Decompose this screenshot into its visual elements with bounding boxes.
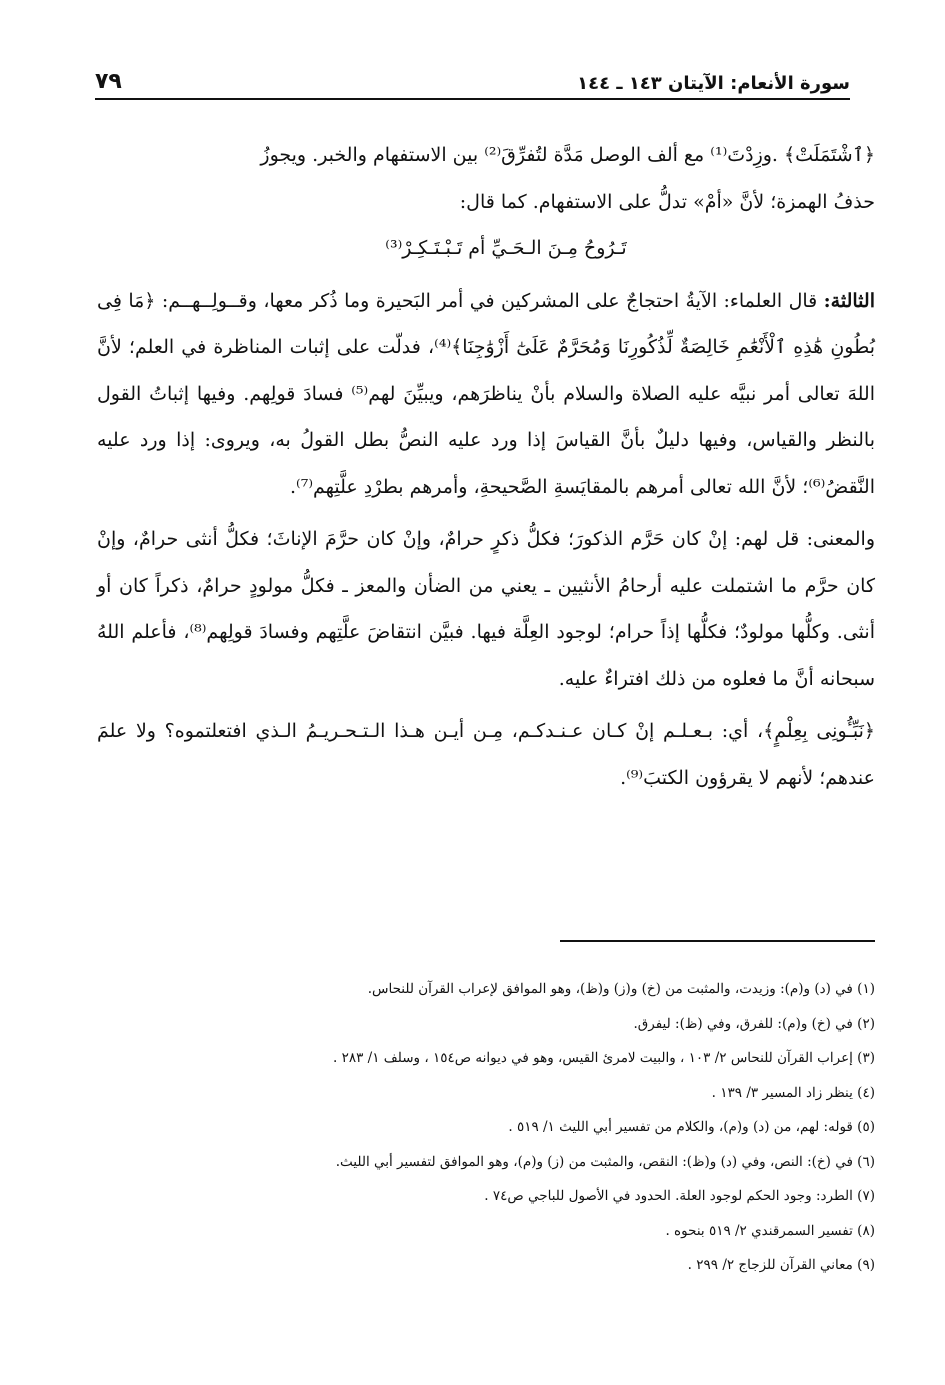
footnote-8: (٨) تفسير السمرقندي ٢/ ٥١٩ بنحوه . [665,1222,875,1239]
running-title: سورة الأنعام: الآيتان ١٤٣ ـ ١٤٤ [577,73,850,94]
paragraph-third-text: قال العلماء: الآيةُ احتجاجٌ على المشركين في أمر البَحيرة وما ذُكر معها، وقــولِــهــم: ﴿مَا فِى بُطُونِ هَٰذِهِ ٱلْأَنْعَٰمِ خَالِصَةٌ لِّذُكُورِنَا وَمُحَرَّمٌ عَلَىٰٓ أَزْوَٰجِنَا﴾⁽⁴⁾، فدلّت على إثبات المناظرة في العلم؛ لأنَّ اللهَ تعالى أمر نبيَّه عليه الصلاة والسلام بأنْ يناظرَهم، ويبيِّنَ لهم⁽⁵⁾ فسادَ قولِهم. وفيها إثباتُ القول بالنظر والقياس، وفيها دليلٌ بأنَّ القياسَ إذا ورد عليه النصُّ بطل القولُ به، ويروى: إذا ورد عليه النَّقضُ⁽⁶⁾؛ لأنَّ الله تعالى أمرهم بالمقايَسةِ الصَّحيحةِ، وأمرهم بطرْدِ علَّتِهم⁽⁷⁾. [97,289,875,498]
page-number: ٧٩ [95,69,122,94]
footnote-6: (٦) في (خ): النص، وفي (د) و(ظ): النقص، والمثبت من (ز) و(م)، وهو الموافق لتفسير أبي الليث. [335,1153,875,1170]
footnote-4: (٤) ينظر زاد المسير ٣/ ١٣٩ . [711,1084,875,1101]
footnote-3: (٣) إعراب القرآن للنحاس ٢/ ١٠٣ ، والبيت لامرئ القيس، وهو في ديوانه ص١٥٤ ، وسلف ١/ ٢٨٣ . [333,1050,875,1066]
footnote-7: (٧) الطرد: وجود الحكم لوجود العلة. الحدود في الأصول للباجي ص٧٤ . [484,1188,875,1204]
footnotes [97,972,875,1283]
running-header [95,62,850,100]
paragraph-final: ﴿نَبِّـُٔونِى بِعِلْمٍ﴾، أي: بـعـلـم إنْ كـان عـنـدكـم، مِـن أيـن هـذا الـتـحـريـمُ الـذي افتعلتموه؟ ولا علمَ عندهم؛ لأنهم لا يقرؤون الكتبَ⁽⁹⁾. [97,720,875,789]
footnote-separator [560,940,875,942]
paragraph-1-line-2: حذفُ الهمزة؛ لأنَّ «أمْ» تدلُّ على الاستفهام. كما قال: [459,190,875,213]
footnote-9: (٩) معاني القرآن للزجاج ٢/ ٢٩٩ . [687,1257,875,1273]
paragraph-third [97,278,875,511]
footnote-1: (١) في (د) و(م): وزيدت، والمثبت من (خ) و(ز) و(ظ)، وهو الموافق لإعراب القرآن للنحاس. [367,981,875,997]
paragraph-1-line-1: ﴿ٱشْتَمَلَتْ﴾ .وزِدْتَ⁽¹⁾ مع ألف الوصل مَدَّة لتُفرِّقَ⁽²⁾ بين الاستفهام والخبر. ويجوزُ [260,144,875,166]
paragraph-lead: الثالثة: [823,289,875,312]
footnote-2: (٢) في (خ) و(م): للفرق، وفي (ظ): ليفرق. [633,1015,875,1032]
main-text [97,132,875,801]
poetry-verse [97,225,875,272]
verse-text: تَـرُوحُ مِـنَ الـحَـيِّ أم تَـبْـتَـكِـرْ⁽³⁾ [385,237,627,259]
footnote-5: (٥) قوله: لهم، من (د) و(م)، والكلام من تفسير أبي الليث ١/ ٥١٩ . [508,1119,875,1135]
paragraph-meaning: والمعنى: قل لهم: إنْ كان حَرَّم الذكورَ؛ فكلُّ ذكرٍ حرامٌ، وإنْ كان حرَّمَ الإناثَ؛ فكلُّ أنثى حرامٌ، وإنْ كان حرَّم ما اشتملت عليه أرحامُ الأنثيين ـ يعني من الضأن والمعز ـ فكلُّ مولودٍ حرامٌ، ذكراً كان أو أنثى. وكلُّها مولودٌ؛ فكلُّها إذاً حرام؛ لوجود العِلَّة فيها. فبيَّن انتقاضَ علَّتِهم وفسادَ قولِهم⁽⁸⁾، فأعلم اللهُ سبحانه أنَّ ما فعلوه من ذلك افتراءٌ عليه. [97,528,875,690]
